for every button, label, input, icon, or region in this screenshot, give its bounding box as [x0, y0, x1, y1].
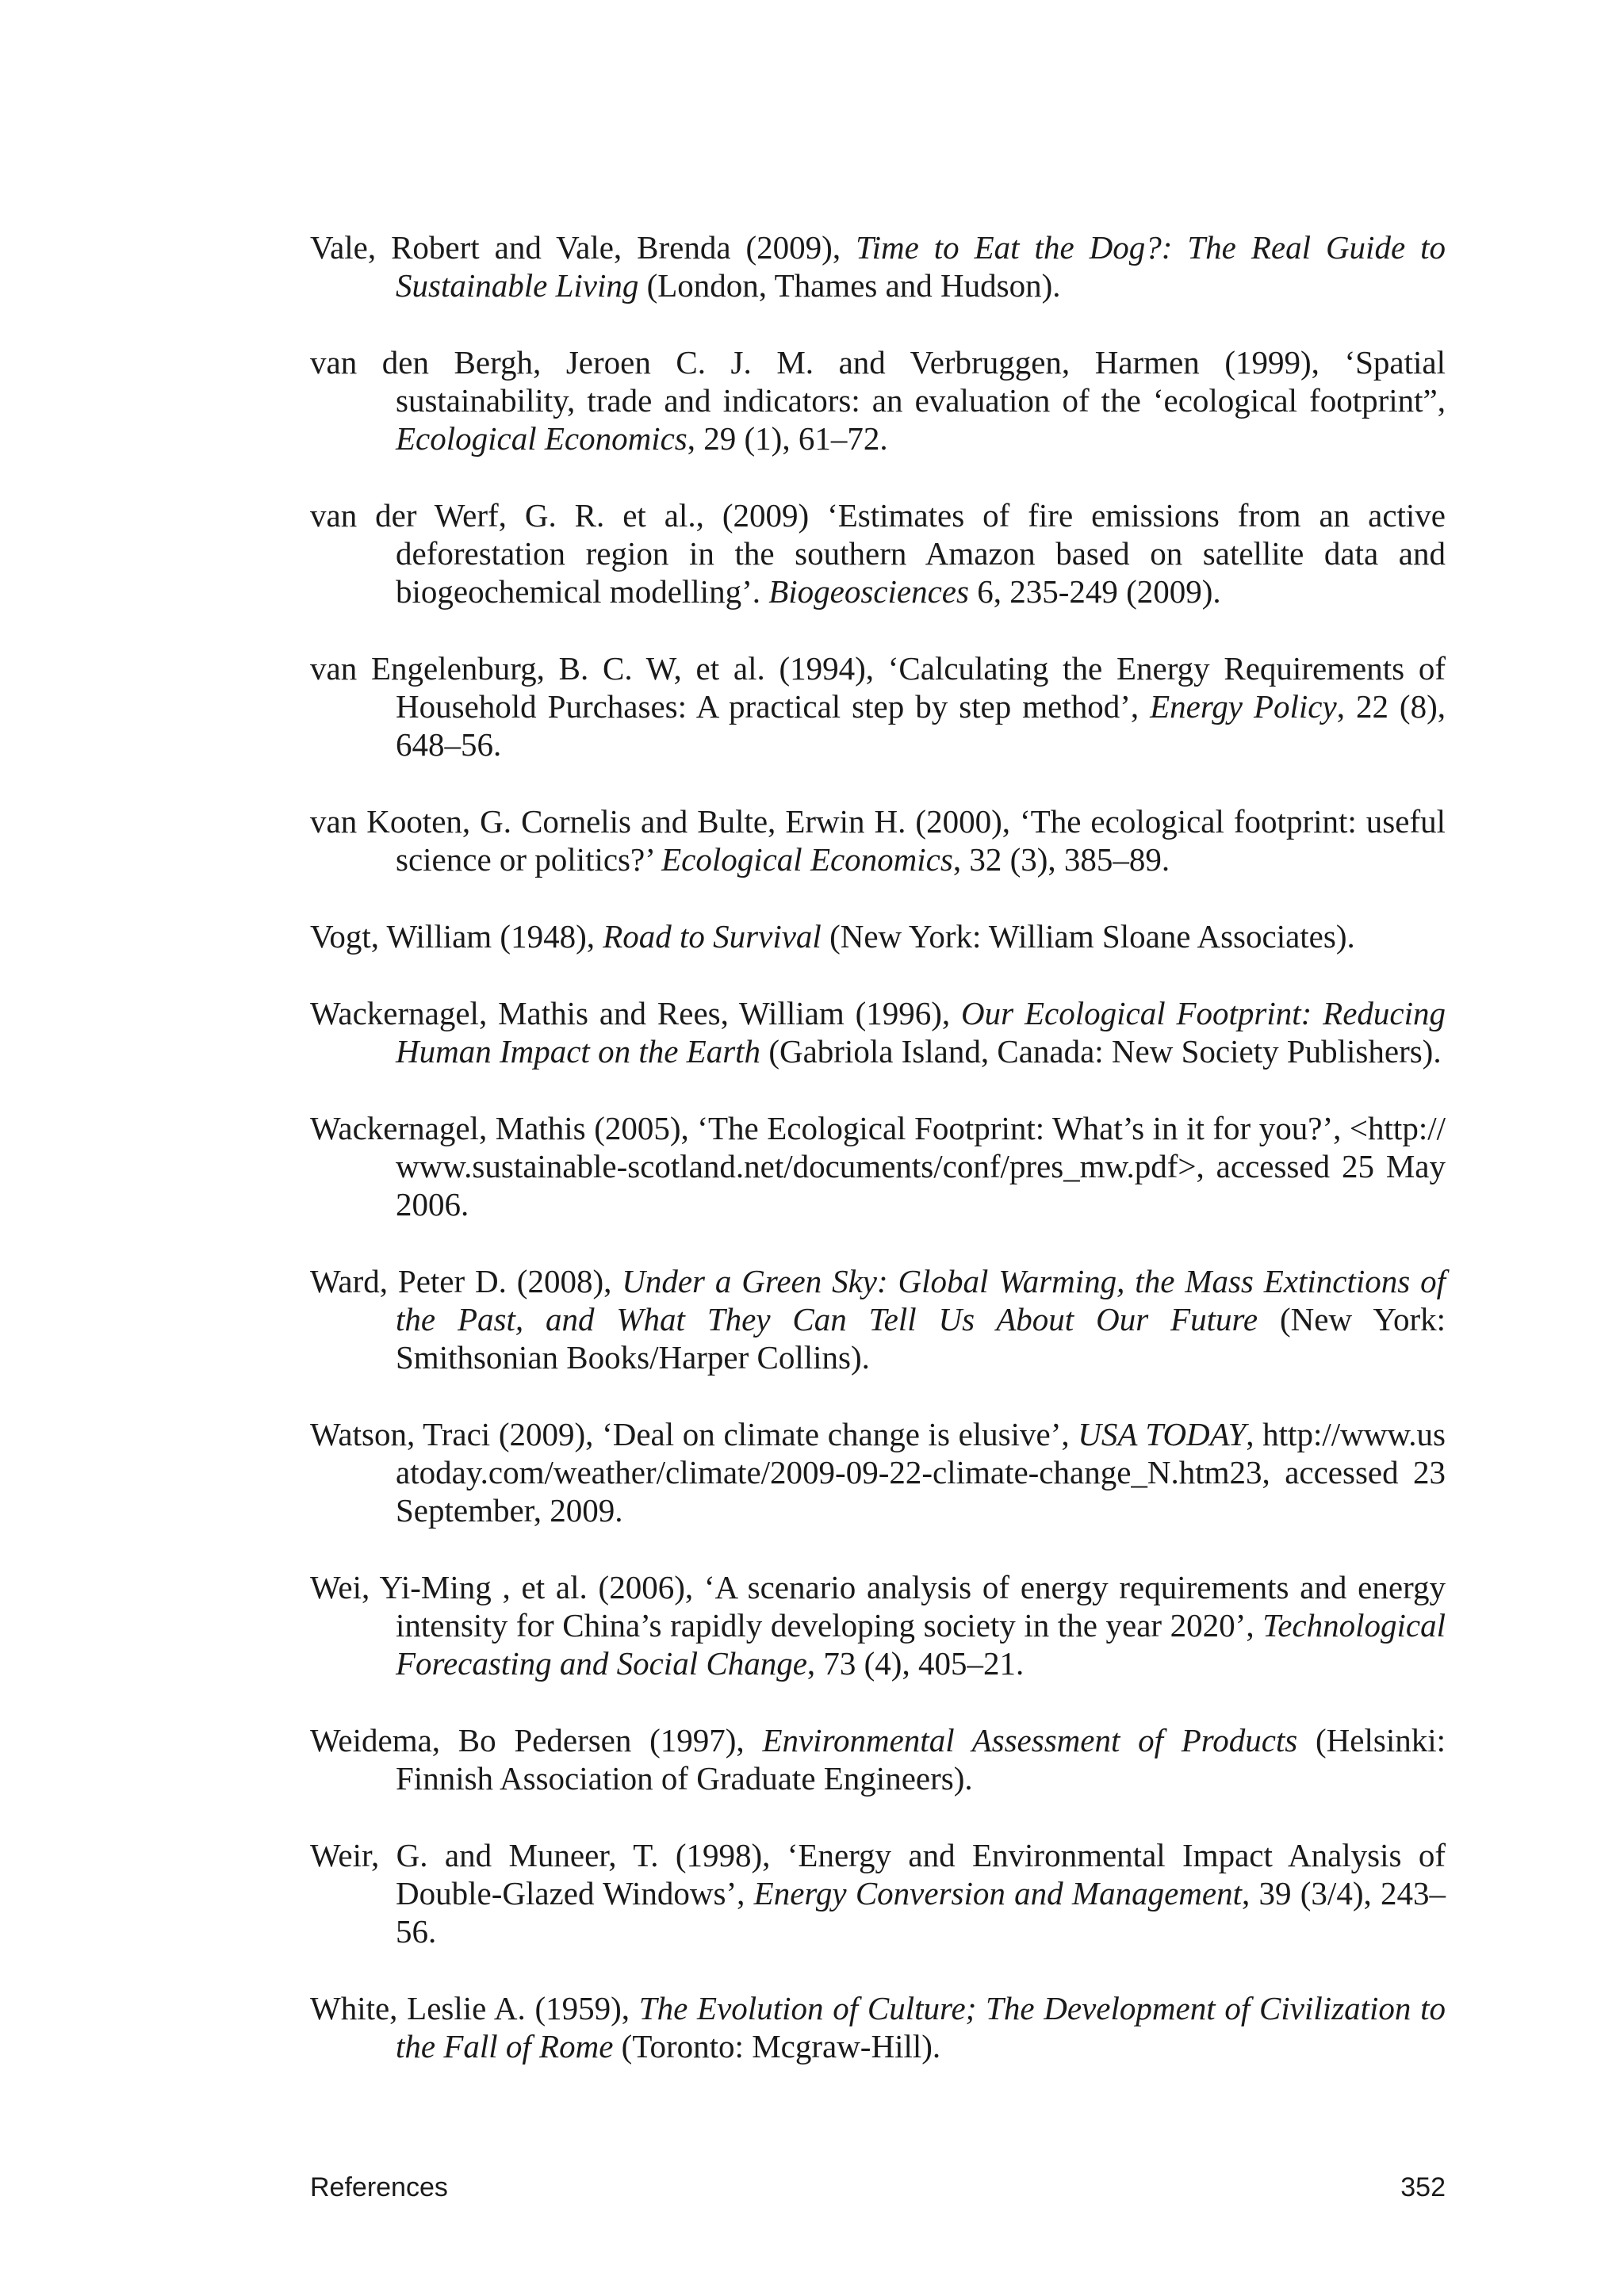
- reference-title: Technological Forecasting and Social Change: [396, 1607, 1446, 1682]
- reference-publication: (New York: William Sloane Associates).: [821, 918, 1355, 955]
- reference-publication: , 73 (4), 405–21.: [806, 1645, 1025, 1682]
- reference-title: USA TODAY: [1078, 1416, 1247, 1452]
- reference-text: Weidema, Bo Pedersen (1997),: [310, 1722, 763, 1758]
- reference-text: Vogt, William (1948),: [310, 918, 603, 955]
- reference-publication: (Gabriola Island, Canada: New Society Publishers).: [760, 1033, 1442, 1070]
- reference-title: Ecological Economics: [396, 420, 688, 457]
- reference-title: Ecological Economics: [661, 841, 953, 878]
- reference-entry: [310, 1262, 1446, 1376]
- reference-text: Wei, Yi-Ming , et al. (2006), ‘A scenario analysis of energy requirements and energy intensity for China’s rapidly developing society in the year 2020’,: [310, 1569, 1446, 1644]
- reference-text: Wackernagel, Mathis (2005), ‘The Ecological Footprint: What’s in it for you?’, <http://www.sustainable-scotland.net/documents/conf/pres_mw.pdf>, accessed 25 May 2006.: [310, 1110, 1446, 1223]
- reference-entry: [310, 1415, 1446, 1529]
- reference-publication: (New York: Smithsonian Books/Harper Collins).: [396, 1301, 1446, 1376]
- reference-publication: (Helsinki: Finnish Association of Graduate Engineers).: [396, 1722, 1446, 1797]
- reference-title: Under a Green Sky: Global Warming, the Mass Extinctions of the Past, and What They Can Tell Us About Our Future: [396, 1263, 1446, 1337]
- reference-publication: , 22 (8), 648–56.: [396, 688, 1446, 763]
- reference-publication: 6, 235-249 (2009).: [968, 573, 1221, 610]
- reference-entry: [310, 649, 1446, 763]
- reference-text: van der Werf, G. R. et al., (2009) ‘Estimates of fire emissions from an active deforestation region in the southern Amazon based on satellite data and biogeochemical modelling’.: [310, 497, 1446, 610]
- reference-title: Energy Conversion and Management: [753, 1875, 1242, 1911]
- reference-title: Energy Policy: [1150, 688, 1337, 725]
- reference-text: White, Leslie A. (1959),: [310, 1990, 639, 2026]
- reference-text: van den Bergh, Jeroen C. J. M. and Verbruggen, Harmen (1999), ‘Spatial sustainability, trade and indicators: an evaluation of the ‘ecological footprint”,: [310, 344, 1446, 419]
- page-number: 352: [1400, 2172, 1446, 2202]
- reference-entry: [310, 1721, 1446, 1797]
- reference-entry: [310, 1989, 1446, 2065]
- reference-title: Environmental Assessment of Products: [762, 1722, 1298, 1758]
- reference-entry: [310, 917, 1446, 955]
- reference-entry: [310, 1568, 1446, 1682]
- reference-publication: , 29 (1), 61–72.: [687, 420, 888, 457]
- reference-title: Biogeosciences: [768, 573, 969, 610]
- reference-text: Watson, Traci (2009), ‘Deal on climate change is elusive’,: [310, 1416, 1078, 1452]
- reference-publication: , 32 (3), 385–89.: [952, 841, 1170, 878]
- reference-entry: [310, 343, 1446, 457]
- reference-entry: [310, 994, 1446, 1070]
- reference-title: Road to Survival: [603, 918, 822, 955]
- reference-entry: [310, 228, 1446, 304]
- reference-text: Weir, G. and Muneer, T. (1998), ‘Energy and Environmental Impact Analysis of Double-Glazed Windows’,: [310, 1837, 1446, 1911]
- reference-entry: [310, 1836, 1446, 1950]
- reference-title: Time to Eat the Dog?: The Real Guide to Sustainable Living: [396, 229, 1446, 304]
- reference-publication: (London, Thames and Hudson).: [638, 267, 1061, 304]
- reference-entry: [310, 802, 1446, 878]
- reference-list: [310, 228, 1446, 2104]
- reference-text: van Kooten, G. Cornelis and Bulte, Erwin H. (2000), ‘The ecological footprint: useful science or politics?’: [310, 803, 1446, 878]
- running-footer-section: References: [310, 2172, 448, 2202]
- reference-publication: (Toronto: Mcgraw-Hill).: [613, 2028, 941, 2064]
- reference-text: van Engelenburg, B. C. W, et al. (1994), ‘Calculating the Energy Requirements of Household Purchases: A practical step by step method’,: [310, 650, 1446, 725]
- reference-publication: , 39 (3/4), 243–56.: [396, 1875, 1446, 1950]
- reference-entry: [310, 496, 1446, 610]
- reference-title: The Evolution of Culture; The Development of Civilization to the Fall of Rome: [396, 1990, 1446, 2064]
- reference-title: Our Ecological Footprint: Reducing Human Impact on the Earth: [396, 995, 1446, 1070]
- reference-text: Wackernagel, Mathis and Rees, William (1996),: [310, 995, 962, 1031]
- reference-text: Ward, Peter D. (2008),: [310, 1263, 622, 1299]
- reference-text: Vale, Robert and Vale, Brenda (2009),: [310, 229, 856, 266]
- reference-publication: , http://www.usatoday.com/weather/climate/2009-09-22-climate-change_N.htm23, accessed 23 September, 2009.: [396, 1416, 1446, 1529]
- reference-entry: [310, 1109, 1446, 1223]
